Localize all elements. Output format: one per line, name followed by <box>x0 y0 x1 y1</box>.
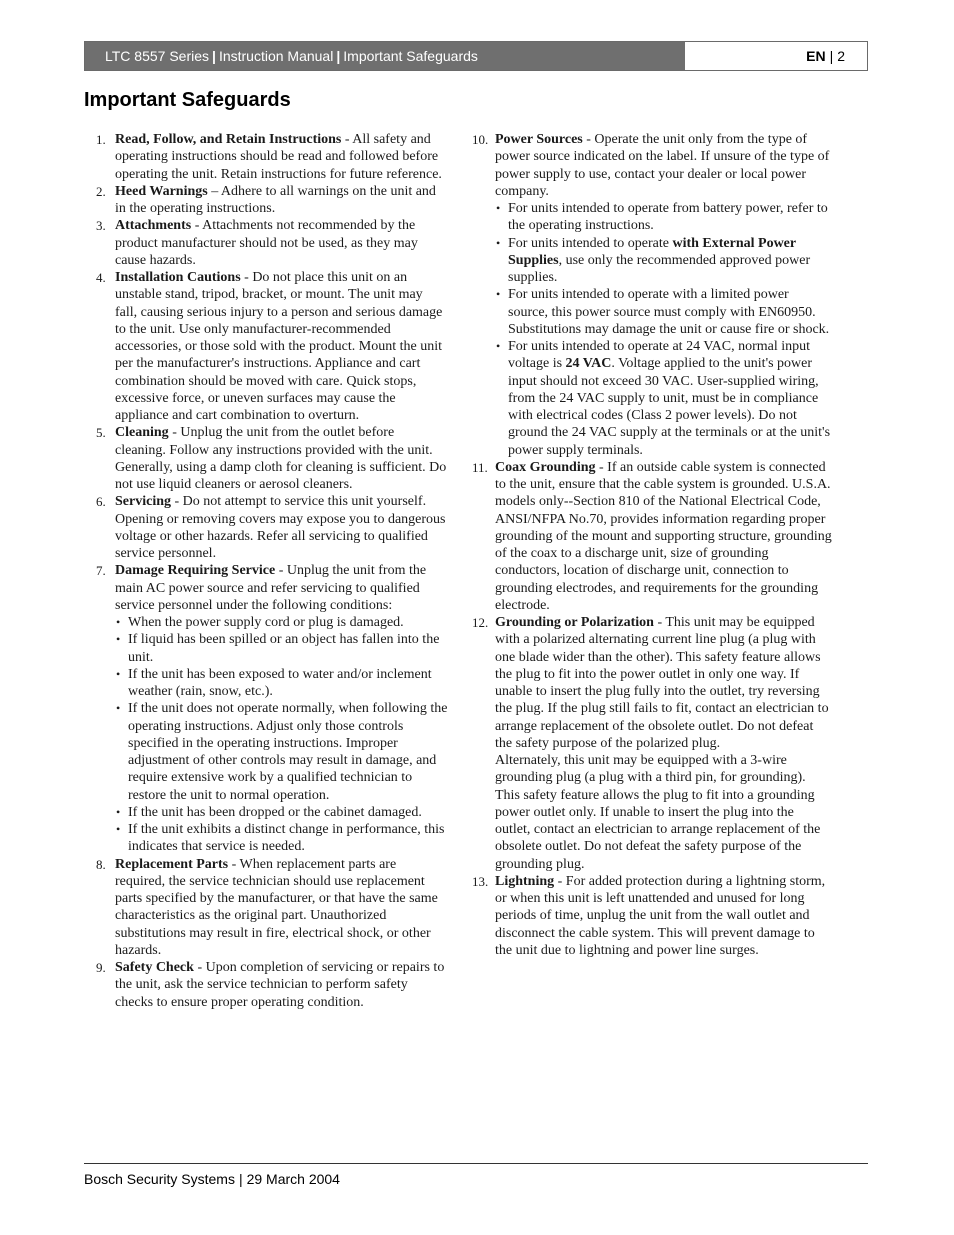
item-number: 5. <box>96 425 106 441</box>
bullet-text: . Voltage applied to the unit's power input should not exceed 30 VAC. User-supplied wiring, from the 24 VAC supply to unit, must be in compliance with electrical codes (Class 2 power levels). Do not ground the 24 VAC supply at the terminals or at the unit's power supply terminals. <box>508 356 831 458</box>
bullet-item: • If the unit has been dropped or the cabinet damaged. <box>115 804 448 821</box>
item-number: 12. <box>472 615 489 630</box>
item-heading: Attachments <box>115 218 192 234</box>
item-heading: Coax Grounding <box>495 459 596 475</box>
item-heading: Damage Requiring Service <box>115 563 276 579</box>
bullet-item: • When the power supply cord or plug is damaged. <box>115 614 448 631</box>
bullet-item: • If liquid has been spilled or an object has fallen into the unit. <box>115 631 448 666</box>
item-heading: Servicing <box>115 494 171 510</box>
item-text: - Upon completion of servicing or repairs to the unit, ask the service technician to perform safety checks to ensure proper operating condition. <box>115 960 445 1010</box>
list-item <box>92 183 448 218</box>
list-item <box>472 131 832 459</box>
item-heading: Safety Check <box>115 960 194 975</box>
header-series: LTC 8557 Series <box>105 48 210 64</box>
header-page-info <box>685 42 867 70</box>
footer-separator: | <box>238 1171 243 1187</box>
item-number: 2. <box>96 183 106 199</box>
bullet-item <box>495 338 832 459</box>
item-text: - Unplug the unit from the main AC power source and refer servicing to qualified service personnel under the following conditions: <box>115 563 427 613</box>
item-number: 1. <box>96 132 106 147</box>
item-text: – Adhere to all warnings on the unit and in the operating instructions. <box>115 183 436 216</box>
item-heading: Installation Cautions <box>115 270 241 285</box>
item-number: 3. <box>96 218 106 234</box>
item-paragraph: Alternately, this unit may be equipped with a 3-wire grounding plug (a plug with a third pin, for grounding). This safety feature allows the plug to fit into a grounding power outlet only. If unable to insert the plug into the outlet, contact an electrician to arrange replacement of the obsolete outlet. Do not defeat the safety purpose of the grounding plug. <box>495 753 821 872</box>
bullet-text: For units intended to operate at 24 VAC, normal input voltage is <box>508 339 811 372</box>
safeguards-list <box>472 131 832 959</box>
footer-divider <box>84 1163 868 1164</box>
bullet-item <box>495 235 832 287</box>
bullet-item: • For units intended to operate with a limited power source, this power source must comply with EN60950. Substitutions may damage the unit or cause fire or shock. <box>495 286 832 338</box>
bullet-item: • If the unit exhibits a distinct change in performance, this indicates that service is needed. <box>115 821 448 856</box>
item-text: - Do not place this unit on an unstable stand, tripod, bracket, or mount. The unit may fall, causing serious injury to a person and serious damage to the unit. Use only manufacturer-recommended accessories, or those sold with the product. Mount the unit per the manufacturer's instructions. Appliance and cart combination should be moved with care. Quick stops, excessive force, or uneven surfaces may cause the appliance and cart combination to overturn. <box>115 270 443 423</box>
item-number: 4. <box>96 270 106 285</box>
header-separator: | <box>212 48 216 64</box>
bullet-item: • If the unit has been exposed to water and/or inclement weather (rain, snow, etc.). <box>115 666 448 701</box>
safeguards-list <box>92 131 448 1011</box>
list-item <box>92 959 448 1011</box>
item-text: - Unplug the unit from the outlet before cleaning. Follow any instructions provided with the unit. Generally, using a damp cloth for cleaning is sufficient. Do not use liquid cleaners or aerosol cleaners. <box>115 425 447 492</box>
item-heading: Cleaning <box>115 425 169 441</box>
page-number: 2 <box>837 48 845 64</box>
list-item <box>92 856 448 960</box>
item-heading: Heed Warnings <box>115 183 208 199</box>
item-heading: Grounding or Polarization <box>495 615 654 630</box>
item-text: - Do not attempt to service this unit yourself. Opening or removing covers may expose you to dangerous voltage or other hazards. Refer all servicing to qualified service personnel. <box>115 494 446 561</box>
item-number: 7. <box>96 563 106 579</box>
item-text: - When replacement parts are required, the service technician should use replacement parts specified by the manufacturer, or that have the same characteristics as the original part. Unauthorized substitutions may result in fire, electrical shock, or other hazards. <box>115 856 438 958</box>
page-title: Important Safeguards <box>84 89 291 111</box>
page-footer <box>84 1171 340 1187</box>
item-text: - If an outside cable system is connected to the unit, ensure that the cable system is grounded. U.S.A. models only--Section 810 of the National Electrical Code, ANSI/NFPA No.70, provides information regarding proper grounding of the mount and supporting structure, grounding of the coax to a discharge unit, size of grounding conductors, location of discharge unit, connection to grounding electrodes, and requirements for the grounding electrode. <box>495 459 832 613</box>
item-number: 8. <box>96 856 106 872</box>
item-number: 11. <box>472 459 488 475</box>
header-manual: Instruction Manual <box>218 48 334 64</box>
header-separator: | <box>829 48 834 64</box>
header-breadcrumb <box>85 42 685 70</box>
bullet-text: , use only the recommended approved power supplies. <box>508 252 811 285</box>
list-item <box>472 873 832 959</box>
language-code: EN <box>806 48 826 64</box>
item-number: 13. <box>472 873 489 889</box>
list-item <box>92 424 448 493</box>
list-item <box>92 269 448 424</box>
item-heading: Read, Follow, and Retain Instructions <box>115 132 342 147</box>
bullet-text: For units intended to operate <box>508 235 673 251</box>
item-heading: Lightning <box>495 873 555 889</box>
bullet-list <box>115 614 448 856</box>
item-text: - For added protection during a lightning storm, or when this unit is left unattended and unused for long periods of time, unplug the unit from the wall outlet and disconnect the cable system. This will prevent damage to the unit due to lightning and power line surges. <box>495 873 826 958</box>
bullet-bold-text: with External Power Supplies <box>508 235 796 268</box>
list-item <box>472 459 832 614</box>
item-number: 9. <box>96 960 106 975</box>
page-header <box>84 41 868 71</box>
item-text: - Attachments not recommended by the product manufacturer should not be used, as they may cause hazards. <box>115 218 418 268</box>
bullet-item: • If the unit does not operate normally, when following the operating instructions. Adjust only those controls specified in the operating instructions. Improper adjustment of other controls may result in damage, and require extensive work by a qualified technician to restore the unit to normal operation. <box>115 700 448 804</box>
header-section: Important Safeguards <box>343 48 478 64</box>
list-item <box>92 217 448 269</box>
item-number: 6. <box>96 494 106 510</box>
item-heading: Replacement Parts <box>115 856 229 872</box>
footer-company: Bosch Security Systems <box>84 1171 235 1187</box>
item-heading: Power Sources <box>495 132 583 147</box>
bullet-list <box>495 200 832 459</box>
bullet-item: • For units intended to operate from battery power, refer to the operating instructions. <box>495 200 832 235</box>
list-item <box>472 614 832 873</box>
list-item <box>92 562 448 855</box>
header-separator: | <box>336 48 341 64</box>
item-text: - All safety and operating instructions should be read and followed before operating the unit. Retain instructions for future reference. <box>115 132 442 182</box>
bullet-bold-text: 24 VAC <box>565 356 612 372</box>
item-text: - Operate the unit only from the type of power source indicated on the label. If unsure of the type of power supply to use, contact your dealer or local power company. <box>495 132 830 199</box>
list-item <box>92 493 448 562</box>
right-column <box>472 131 832 959</box>
footer-date: 29 March 2004 <box>246 1171 340 1187</box>
item-text: - This unit may be equipped with a polarized alternating current line plug (a plug with one blade wider than the other). This safety feature allows the plug to fit into the power outlet in only one way. If unable to insert the plug fully into the outlet, try reversing the plug. If the plug still fails to fit, contact an electrician to arrange replacement of the obsolete outlet. Do not defeat the safety purpose of the polarized plug. <box>495 615 829 751</box>
item-number: 10. <box>472 132 489 147</box>
list-item <box>92 131 448 183</box>
left-column <box>92 131 448 1011</box>
